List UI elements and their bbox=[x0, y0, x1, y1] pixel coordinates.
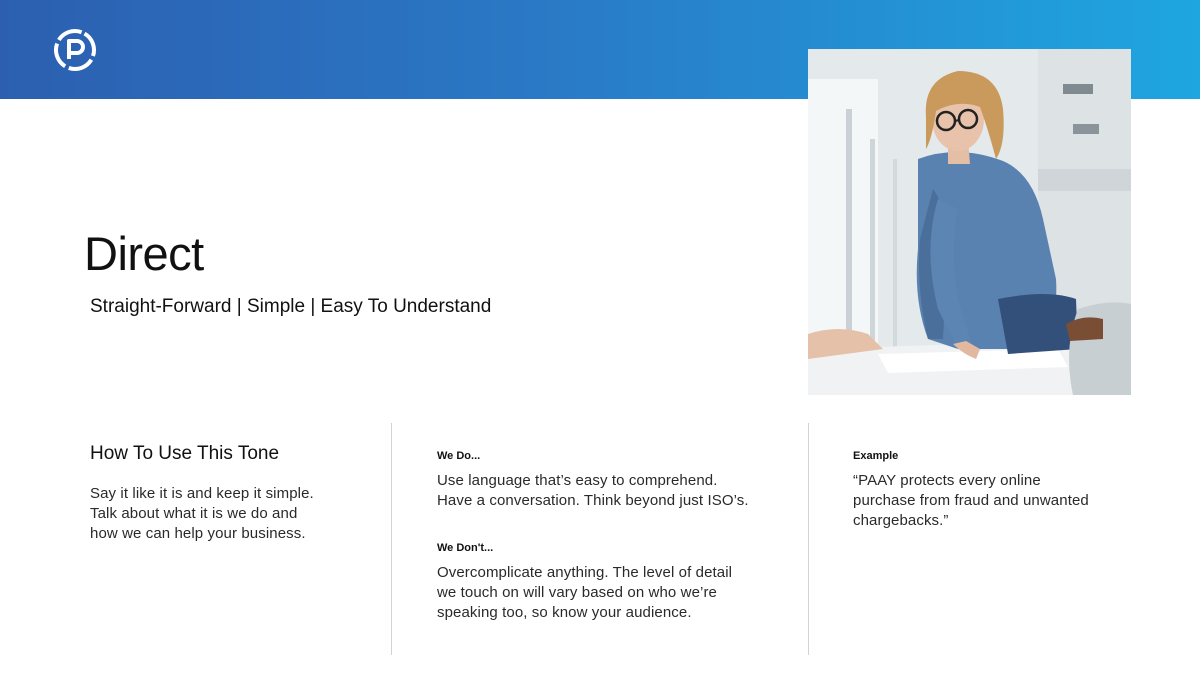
page-title: Direct bbox=[84, 227, 204, 280]
text-line: Have a conversation. Think beyond just ISO’s. bbox=[437, 492, 749, 509]
text-line: how we can help your business. bbox=[90, 525, 306, 542]
we-do-text bbox=[437, 471, 749, 511]
column-divider bbox=[808, 423, 809, 655]
text-line: we touch on will vary based on who we’re bbox=[437, 584, 717, 601]
how-to-use-text bbox=[90, 484, 314, 544]
example-label: Example bbox=[853, 450, 899, 462]
text-line: chargebacks.” bbox=[853, 512, 949, 529]
text-line: purchase from fraud and unwanted bbox=[853, 492, 1089, 509]
we-dont-label: We Don't... bbox=[437, 542, 494, 554]
page-subtitle: Straight-Forward | Simple | Easy To Understand bbox=[90, 296, 492, 317]
we-dont-text bbox=[437, 563, 732, 623]
we-do-label: We Do... bbox=[437, 450, 481, 462]
how-to-use-heading: How To Use This Tone bbox=[90, 443, 280, 464]
woman-presenting-photo bbox=[808, 49, 1131, 395]
paay-logo-icon bbox=[53, 28, 97, 72]
text-line: speaking too, so know your audience. bbox=[437, 604, 692, 621]
text-line: Say it like it is and keep it simple. bbox=[90, 485, 314, 502]
text-line: Overcomplicate anything. The level of detail bbox=[437, 564, 733, 581]
text-line: Use language that’s easy to comprehend. bbox=[437, 472, 718, 489]
text-line: Talk about what it is we do and bbox=[90, 505, 298, 522]
example-text bbox=[853, 471, 1089, 531]
text-line: “PAAY protects every online bbox=[853, 472, 1041, 489]
column-divider bbox=[391, 423, 392, 655]
